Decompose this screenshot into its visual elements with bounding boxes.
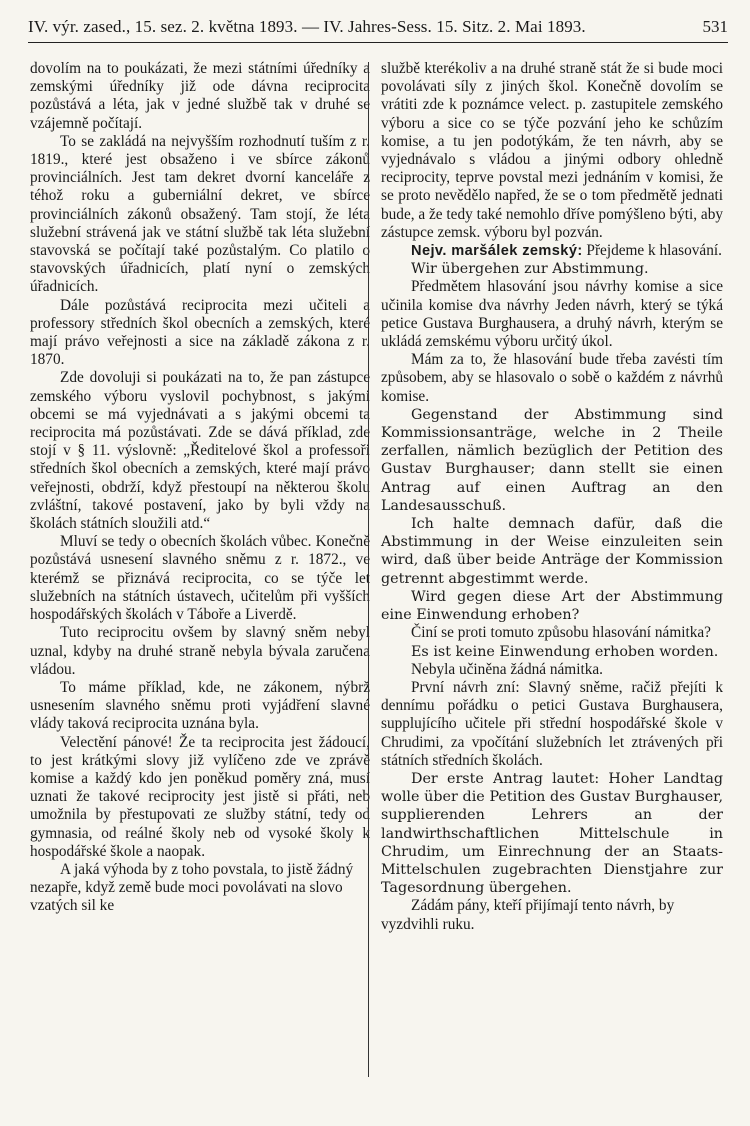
- paragraph: Velectění pánové! Že ta reciprocita jest žádoucí, to jest krátkými slovy již vylíčeno zde ve zprávě komise a každý kdo jen poněkud poměry zná, musí uznati že takové reciprocity jest jistě si přáti, neb umožnila by přestupovati ze služby státní, tedy od gymnasia, od reálné školy neb od vysoké školy k hospodářské škole a naopak.: [30, 733, 370, 860]
- paragraph: To máme příklad, kde, ne zákonem, nýbrž usnesením slavného sněmu proti vyjádření slavné vlády taková reciprocita uznána byla.: [30, 678, 370, 733]
- paragraph: Nebyla učiněna žádná námitka.: [411, 660, 603, 678]
- page-number: 531: [702, 17, 728, 36]
- paragraph-german: Wir übergehen zur Abstimmung.: [411, 261, 649, 278]
- paragraph-german: Wird gegen diese Art der Abstimmung eine Einwendung erhoben?: [381, 588, 723, 624]
- paragraph: Dále pozůstává reciprocita mezi učiteli a professory středních škol obecních a zemských, které mají právo veřejnosti a sice na základě zákona z r. 1870.: [30, 296, 370, 369]
- paragraph: Tuto reciprocitu ovšem by slavný sněm nebyl uznal, kdyby na druhé straně nebyla bývala zaručena vládou.: [30, 624, 370, 678]
- paragraph: Zde dovoluji si poukázati na to, že pan zástupce zemského výboru vyslovil pochybnost, s jakými obcemi se má vyjednávati a s jakými obcemi ta reciprocita má pozůstávati. Zde se dává příklad, zde stojí v § 11. výslovně: „Ředitelové škol a professoři středních škol obecních a zemských, které mají právo veřejnosti, obdrží, když přestoupí na některou školu zvláštní, takové postavení, jako by byli vždy na školách státních sloužili atd.“: [30, 369, 370, 533]
- column-divider: [368, 62, 369, 1077]
- paragraph: Zádám pány, kteří přijímají tento návrh, by vyzdvihli ruku.: [381, 897, 675, 933]
- paragraph-german: Ich halte demnach dafür, daß die Abstimmung in der Weise einzuleiten sein wird, daß über beide Anträge der Kommission getrennt abgestimmt werde.: [381, 516, 723, 587]
- paragraph: Činí se proti tomuto způsobu hlasování námitka?: [411, 624, 711, 642]
- paragraph: Předmětem hlasování jsou návrhy komise a sice učinila komise dva návrhy Jeden návrh, který se týká petice Gustava Burghausera, a druhý návrh, kterým se ukládá zemskému výboru určitý úkol.: [381, 278, 723, 351]
- paragraph: První návrh zní: Slavný sněme, račiž přejíti k dennímu pořádku o petici Gustava Burghausera, supplujícího učitele při střední hospodářské škole v Chrudimi, za vpočítání služebních let ztrávených při státních středních školách.: [381, 678, 723, 769]
- paragraph: službě kterékoliv a na druhé straně stát že si bude moci povolávati síly z jiných škol. Konečně dovolím se vrátiti zde k poznámce velect. p. zastupitele zemského výboru a sice co se týče pozvání jeho ke schůzím komise, a tu jen podotýkám, že ten návrh, aby se vyjednávalo s vládou a jinými odbory ohledně reciprocity, teprve povstal mezi jednáním v komisi, že se proto nevědělo napřed, že se o tom předmětě jednati bude, a že tedy také nemohlo dříve pomýšleno býti, aby zástupce zemsk. výboru byl pozván.: [381, 60, 723, 241]
- right-column: [381, 60, 723, 934]
- paragraph: Mluví se tedy o obecních školách vůbec. Konečně pozůstává usnesení slavného sněmu z r. 1872., ve kterémž se přiznává reciprocita, co se týče let služebních na státních ústavech, učitelům při vyšších hospodářských školách v Táboře a Liverdě.: [30, 533, 370, 624]
- paragraph-german: Es ist keine Einwendung erhoben worden.: [411, 643, 719, 660]
- paragraph-german: Der erste Antrag lautet: Hoher Landtag wolle über die Petition des Gustav Burghauser, supplierenden Lehrers an der landwirthschaftlichen Mittelschule in Chrudim, um Einrechnung der an Staats-Mittelschulen zugebrachten Dienstjahre zur Tagesordnung übergehen.: [381, 770, 723, 897]
- speaker-text: Přejdeme k hlasování.: [582, 242, 722, 260]
- paragraph: To se zakládá na nejvyšším rozhodnutí tuším z r. 1819., které jest obsaženo i ve sbírce zákonů provinciálních. Jest tam dekret dvorní kanceláře z téhož roku a guberniální dekret, ve sbírce provinciálních zákonů obsažený. Tam stojí, že léta služební strávená jak ve státní službě tak léta služební stavovská se počítají také pozůstalým. Co platilo o stavovských úřadnicích, platí nyní o zemských úřadnicích.: [30, 132, 370, 296]
- page-header: [28, 12, 728, 43]
- paragraph-german: Gegenstand der Abstimmung sind Kommissionsanträge, welche in 2 Theile zerfallen, nämlich bezüglich der Petition des Gustav Burghauser; dann stellt sie einen Antrag auf einen Auftrag an den Landesausschuß.: [381, 406, 723, 514]
- paragraph: dovolím na to poukázati, že mezi státními úředníky a zemskými úředníky již ode dávna reciprocita pozůstává a léta, jak v jedné službě tak v druhé se vzájemně počítají.: [30, 60, 370, 132]
- left-column: [30, 60, 370, 916]
- paragraph: Mám za to, že hlasování bude třeba zavésti tím způsobem, aby se hlasovalo o sobě o každém z návrhů komise.: [381, 351, 723, 405]
- running-head: IV. výr. zased., 15. sez. 2. května 1893. — IV. Jahres-Sess. 15. Sitz. 2. Mai 1893.: [28, 17, 586, 36]
- paragraph: A jaká výhoda by z toho povstala, to jistě žádný nezapře, když země bude moci povolávati na slovo vzatých sil ke: [30, 860, 354, 915]
- speaker-paragraph: [381, 242, 723, 260]
- speaker-name: Nejv. maršálek zemský:: [411, 243, 583, 260]
